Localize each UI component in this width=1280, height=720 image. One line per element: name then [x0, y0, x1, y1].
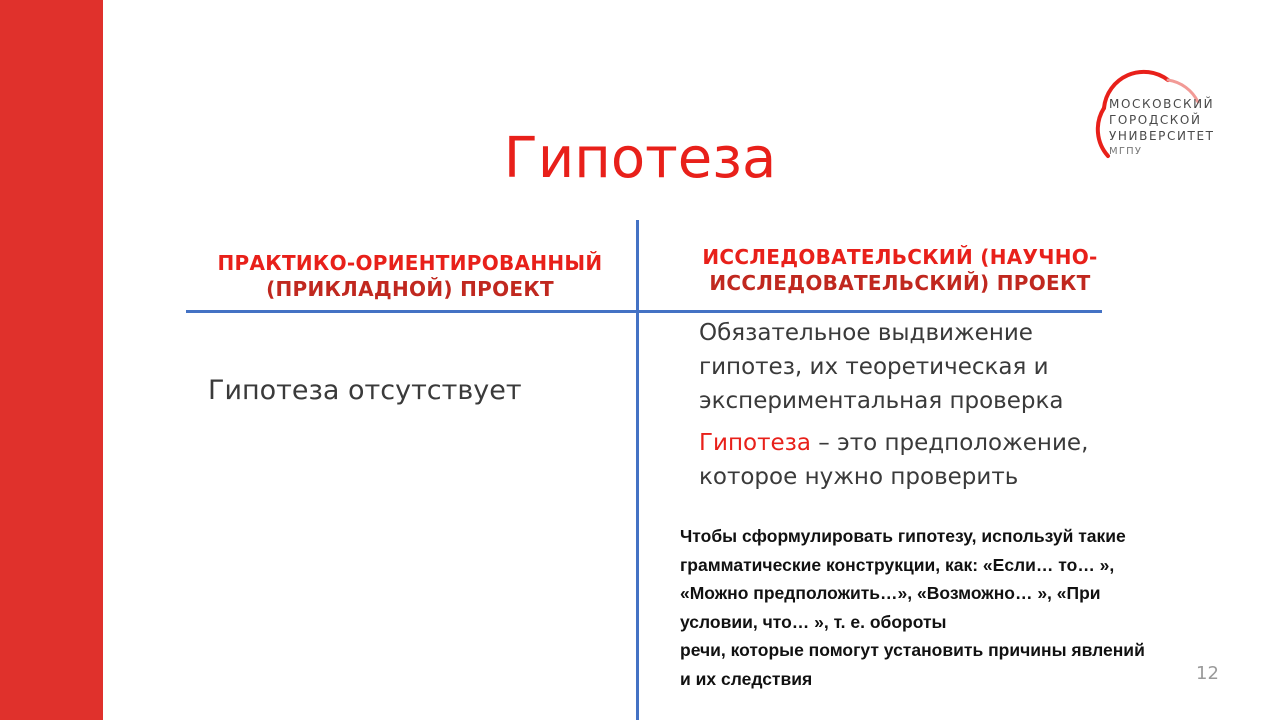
- right-column-heading: [640, 244, 1160, 296]
- definition-term: Гипотеза: [699, 430, 811, 456]
- logo-abbr: МГПУ: [1109, 146, 1143, 157]
- red-sidebar-bar: [0, 0, 103, 720]
- definition-text: – это предположение,: [810, 430, 1089, 456]
- right-column-body: [699, 316, 1169, 494]
- heading-line: ИССЛЕДОВАТЕЛЬСКИЙ) ПРОЕКТ: [709, 271, 1091, 295]
- paragraph-line: Обязательное выдвижение: [699, 320, 1033, 346]
- slide-title: Гипотеза: [503, 126, 777, 191]
- logo-line: ГОРОДСКОЙ: [1109, 113, 1202, 127]
- heading-line: (ПРИКЛАДНОЙ) ПРОЕКТ: [266, 277, 554, 301]
- paragraph-line: [699, 426, 1169, 460]
- page-number: 12: [1196, 663, 1219, 684]
- note-line: «Можно предположить…», «Возможно… », «При: [680, 583, 1101, 603]
- hint-note: [680, 522, 1240, 693]
- heading-line: ПРАКТИКО-ОРИЕНТИРОВАННЫЙ: [217, 251, 603, 275]
- note-line: Чтобы сформулировать гипотезу, используй такие: [680, 526, 1126, 546]
- requirement-paragraph: [699, 316, 1169, 418]
- note-line: условии, что… », т. е. обороты: [680, 611, 947, 632]
- paragraph-line: гипотез, их теоретическая и: [699, 354, 1049, 380]
- logo-line: УНИВЕРСИТЕТ: [1109, 129, 1215, 143]
- logo-line: МОСКОВСКИЙ: [1109, 97, 1215, 111]
- left-column-heading: [190, 250, 630, 302]
- note-line: речи, которые помогут установить причины явлений: [680, 640, 1145, 660]
- note-line: грамматические конструкции, как: «Если… то… »,: [680, 554, 1115, 575]
- paragraph-line: экспериментальная проверка: [699, 388, 1064, 414]
- note-line: и их следствия: [680, 668, 813, 689]
- heading-line: ИССЛЕДОВАТЕЛЬСКИЙ (НАУЧНО-: [702, 245, 1098, 269]
- left-column-body: Гипотеза отсутствует: [208, 375, 522, 406]
- paragraph-line: которое нужно проверить: [699, 464, 1019, 490]
- horizontal-divider: [186, 310, 1102, 313]
- definition-paragraph: [699, 426, 1169, 494]
- vertical-divider: [636, 220, 639, 720]
